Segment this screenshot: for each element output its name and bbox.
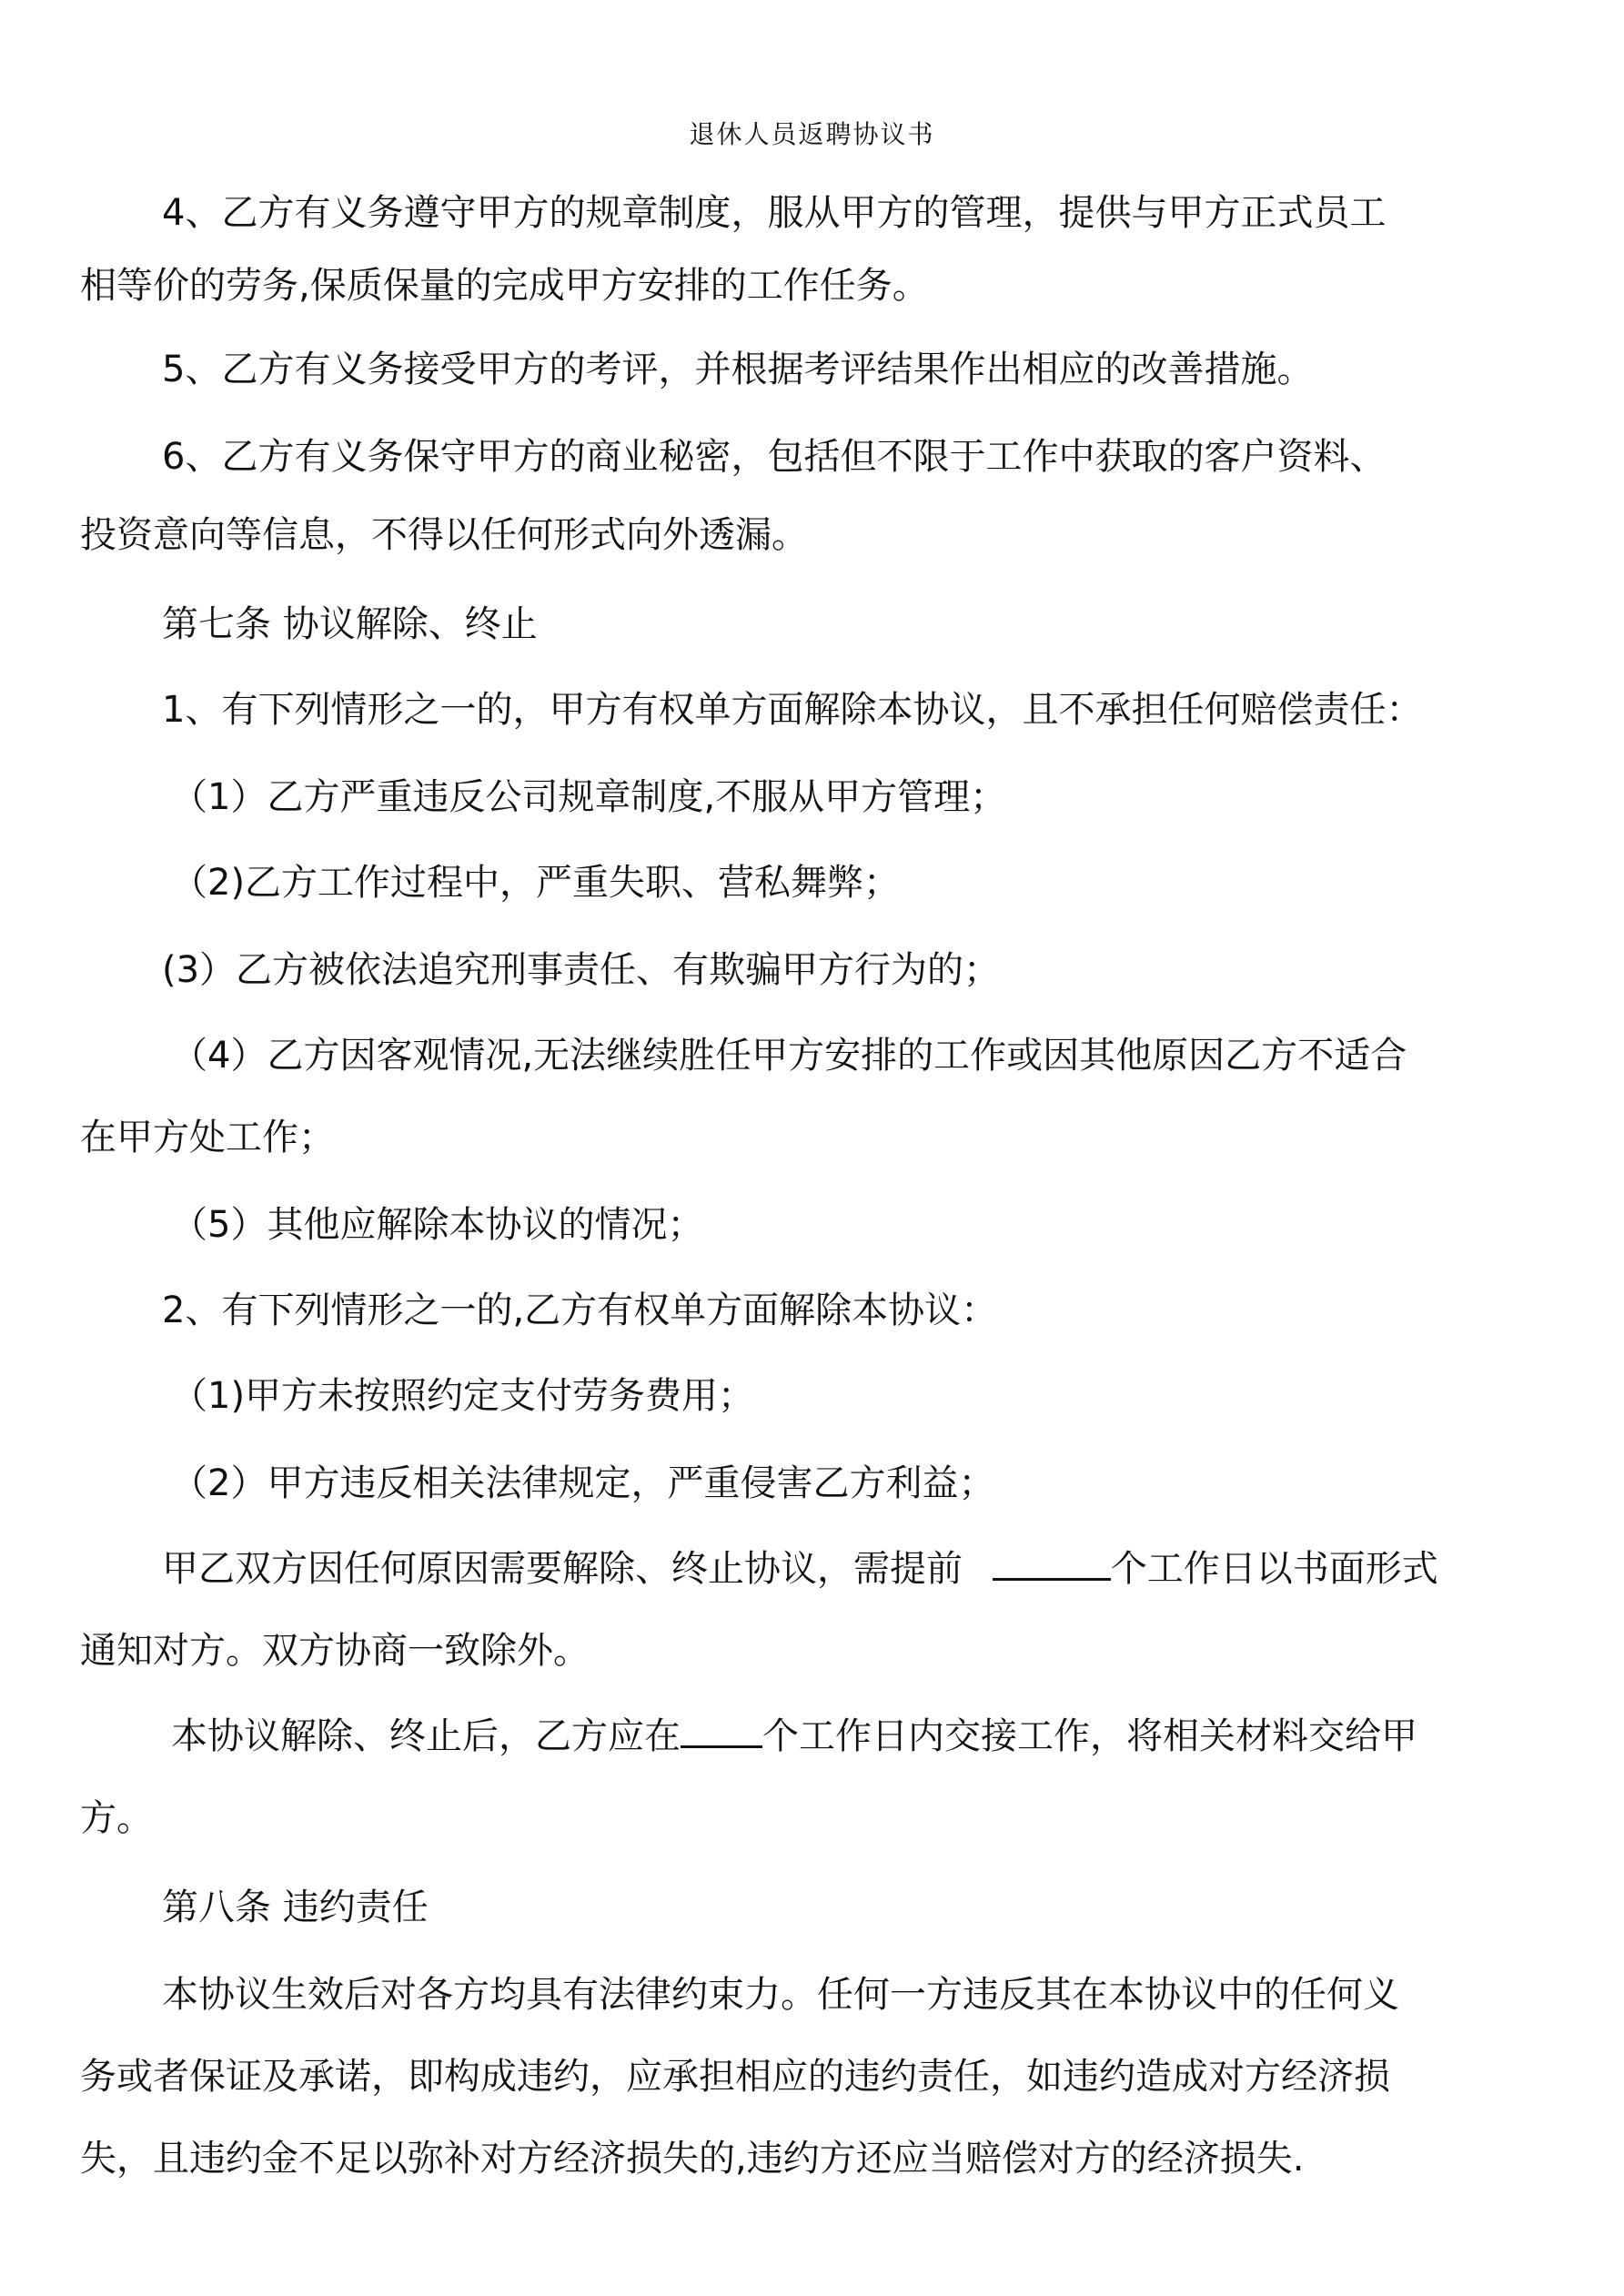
- notice-days-blank: [993, 1545, 1111, 1581]
- clause-4-line-2: 相等价的劳务,保质保量的完成甲方安排的工作任务。: [80, 265, 929, 307]
- clause-4-line-1: 4、乙方有义务遵守甲方的规章制度，服从甲方的管理，提供与甲方正式员工: [162, 192, 1387, 234]
- article-7-item-2: 2、有下列情形之一的,乙方有权单方面解除本协议：: [162, 1290, 998, 1331]
- notice-text-before-blank: 甲乙双方因任何原因需要解除、终止协议，需提前: [162, 1548, 963, 1590]
- article-8-line-2: 务或者保证及承诺，即构成违约，应承担相应的违约责任，如违约造成对方经济损: [80, 2056, 1390, 2098]
- clause-5: 5、乙方有义务接受甲方的考评，并根据考评结果作出相应的改善措施。: [162, 349, 1314, 390]
- article-8-line-1: 本协议生效后对各方均具有法律约束力。任何一方违反其在本协议中的任何义: [162, 1974, 1399, 2016]
- notice-line-1: [162, 1543, 1438, 1594]
- article-8-heading: 第八条 违约责任: [162, 1886, 429, 1928]
- article-8-line-3: 失，且违约金不足以弥补对方经济损失的,违约方还应当赔偿对方的经济损失.: [80, 2138, 1305, 2180]
- article-7-sub-4-line-1: （4）乙方因客观情况,无法继续胜任甲方安排的工作或因其他原因乙方不适合: [171, 1035, 1407, 1077]
- notice-text-after-blank: 个工作日以书面形式: [1110, 1548, 1438, 1590]
- article-7-sub-2: （2)乙方工作过程中，严重失职、营私舞弊；: [171, 862, 901, 904]
- document-title: 退休人员返聘协议书: [689, 119, 935, 149]
- clause-6-line-2: 投资意向等信息，不得以任何形式向外透漏。: [80, 514, 808, 556]
- handover-text-before-blank: 本协议解除、终止后，乙方应在: [171, 1715, 681, 1757]
- notice-line-2: 通知对方。双方协商一致除外。: [80, 1630, 590, 1672]
- article-7-sub-1: （1）乙方严重违反公司规章制度,不服从甲方管理；: [171, 776, 1007, 818]
- article-7-item-1: 1、有下列情形之一的，甲方有权单方面解除本协议，且不承担任何赔偿责任：: [162, 689, 1423, 731]
- article-7-sub-4-line-2: 在甲方处工作；: [80, 1117, 335, 1158]
- article-7-sub-3: (3）乙方被依法追究刑事责任、有欺骗甲方行为的；: [162, 949, 1001, 991]
- article-7-sub-5: （5）其他应解除本协议的情况；: [171, 1204, 704, 1246]
- handover-days-blank: [681, 1713, 762, 1748]
- handover-text-after-blank: 个工作日内交接工作，将相关材料交给甲: [762, 1715, 1417, 1757]
- clause-6-line-1: 6、乙方有义务保守甲方的商业秘密，包括但不限于工作中获取的客户资料、: [162, 436, 1387, 478]
- article-7-item-2-sub-1: （1)甲方未按照约定支付劳务费用；: [171, 1375, 755, 1417]
- handover-line-2: 方。: [80, 1797, 153, 1839]
- article-7-heading: 第七条 协议解除、终止: [162, 603, 538, 645]
- handover-line-1: [171, 1711, 1417, 1762]
- article-7-item-2-sub-2: （2）甲方违反相关法律规定，严重侵害乙方利益；: [171, 1462, 995, 1504]
